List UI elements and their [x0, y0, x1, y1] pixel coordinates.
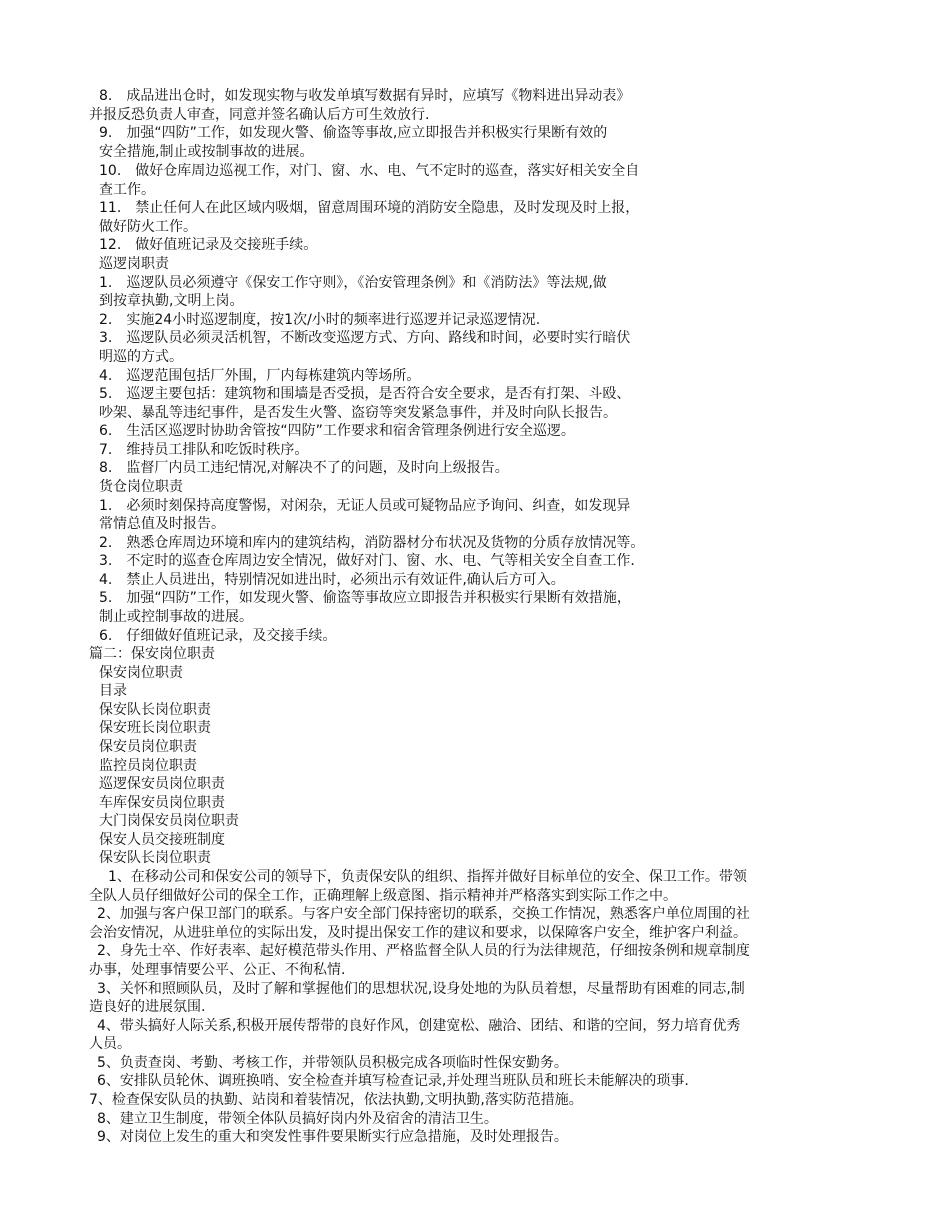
- toc-title: 目录: [99, 683, 127, 699]
- text-line: 常情总值及时报告。: [99, 516, 225, 532]
- text-line: 2、身先士卒、作好表率、起好模范带头作用、严格监督全队人员的行为法律规范，仔细按条例和规章制度: [97, 943, 750, 959]
- toc-item: 保安员岗位职责: [99, 739, 197, 755]
- text-line: 7. 维持员工排队和吃饭时秩序。: [99, 442, 309, 458]
- text-line: 8、建立卫生制度，带领全体队员搞好岗内外及宿舍的清洁卫生。: [97, 1111, 498, 1127]
- text-line: 办事，处理事情要公平、公正、不徇私情.: [89, 962, 346, 978]
- text-line: 会治安情况，从进驻单位的实际出发，及时提出保安工作的建议和要求，以保障客户安全，维护客户利益。: [89, 925, 747, 941]
- text-line: 6. 生活区巡逻时协助舍管按“四防”工作要求和宿舍管理条例进行安全巡逻。: [99, 423, 575, 439]
- text-line: 8. 监督厂内员工违纪情况,对解决不了的问题，及时向上级报告。: [99, 460, 509, 476]
- text-line: 7、检查保安队员的执勤、站岗和着装情况，依法执勤,文明执勤,落实防范措施。: [89, 1092, 583, 1108]
- text-line: 查工作。: [99, 182, 155, 198]
- text-line: 4. 禁止人员进出，特别情况如进出时，必须出示有效证件,确认后方可入。: [99, 572, 565, 588]
- section-heading: 巡逻岗职责: [99, 256, 169, 272]
- toc-item: 保安人员交接班制度: [99, 832, 225, 848]
- text-line: 3. 不定时的巡查仓库周边安全情况，做好对门、窗、水、电、气等相关安全自查工作.: [99, 553, 635, 569]
- text-line: 6. 仔细做好值班记录，及交接手续。: [99, 628, 337, 644]
- section-heading: 货仓岗位职责: [99, 479, 183, 495]
- text-line: 5. 巡逻主要包括：建筑物和围墙是否受损，是否符合安全要求，是否有打架、斗殴、: [99, 386, 631, 402]
- text-line: 5. 加强“四防”工作，如发现火警、偷盗等事故应立即报告并积极实行果断有效措施，: [99, 590, 631, 606]
- text-line: 1. 巡逻队员必须遵守《保安工作守则》，《治安管理条例》和《消防法》等法规,做: [99, 275, 607, 291]
- text-line: 4. 巡逻范围包括厂外围，厂内每栋建筑内等场所。: [99, 368, 421, 384]
- text-line: 做好防火工作。: [99, 219, 197, 235]
- text-line: 造良好的进展氛围.: [89, 999, 206, 1015]
- toc-item: 监控员岗位职责: [99, 758, 197, 774]
- text-line: 全队人员仔细做好公司的保全工作，正确理解上级意图、指示精神并严格落实到实际工作之中。: [89, 888, 677, 904]
- text-line: 4、带头搞好人际关系,积极开展传帮带的良好作风，创建宽松、融洽、团结、和谐的空间，努力培育优秀: [97, 1018, 741, 1034]
- text-line: 并报反恐负责人审查，同意并签名确认后方可生效放行.: [89, 107, 430, 123]
- chapter-heading: 篇二：保安岗位职责: [89, 646, 215, 662]
- text-line: 10. 做好仓库周边巡视工作，对门、窗、水、电、气不定时的巡查，落实好相关安全自: [99, 163, 640, 179]
- text-line: 1. 必须时刻保持高度警惕，对闲杂，无证人员或可疑物品应予询问、纠查，如发现异: [99, 498, 631, 514]
- text-line: 吵架、暴乱等违纪事件，是否发生火警、盗窃等突发紧急事件，并及时向队长报告。: [99, 405, 617, 421]
- text-line: 11. 禁止任何人在此区域内吸烟，留意周围环境的消防安全隐患，及时发现及时上报，: [99, 200, 640, 216]
- text-line: 1、在移动公司和保安公司的领导下，负责保安队的组织、指挥并做好目标单位的安全、保卫工作。带领: [108, 869, 747, 885]
- text-line: 制止或控制事故的进展。: [99, 609, 253, 625]
- text-line: 2. 熟悉仓库周边环境和库内的建筑结构，消防器材分布状况及货物的分质存放情况等。: [99, 535, 645, 551]
- toc-item: 车库保安员岗位职责: [99, 795, 225, 811]
- toc-item: 巡逻保安员岗位职责: [99, 776, 225, 792]
- text-line: 到按章执勤,文明上岗。: [99, 293, 244, 309]
- toc-item: 保安班长岗位职责: [99, 720, 211, 736]
- text-line: 安全措施,制止或按制事故的进展。: [99, 144, 314, 160]
- text-line: 9、对岗位上发生的重大和突发性事件要果断实行应急措施，及时处理报告。: [97, 1129, 568, 1145]
- text-line: 5、负责查岗、考勤、考核工作，并带领队员积极完成各项临时性保安勤务。: [97, 1055, 568, 1071]
- toc-item: 保安队长岗位职责: [99, 702, 211, 718]
- text-line: 2、加强与客户保卫部门的联系。与客户安全部门保持密切的联系，交换工作情况，熟悉客户单位周围的社: [97, 906, 750, 922]
- text-line: 3. 巡逻队员必须灵活机智，不断改变巡逻方式、方向、路线和时间，必要时实行暗伏: [99, 330, 631, 346]
- section-heading: 保安队长岗位职责: [99, 850, 211, 866]
- text-line: 9. 加强“四防”工作，如发现火警、偷盗等事故,应立即报告并积极实行果断有效的: [99, 125, 608, 141]
- text-line: 2. 实施24小时巡逻制度，按1次/小时的频率进行巡逻并记录巡逻情况.: [99, 312, 541, 328]
- text-line: 12. 做好值班记录及交接班手续。: [99, 237, 318, 253]
- text-line: 3、关怀和照顾队员，及时了解和掌握他们的思想状况,设身处地的为队员着想，尽量帮助有困难的同志,制: [97, 981, 745, 997]
- text-line: 人员。: [89, 1036, 131, 1052]
- toc-item: 大门岗保安员岗位职责: [99, 813, 239, 829]
- text-line: 6、安排队员轮休、调班换哨、安全检查并填写检查记录,并处理当班队员和班长未能解决的琐事.: [97, 1073, 689, 1089]
- text-line: 明巡的方式。: [99, 349, 183, 365]
- doc-title: 保安岗位职责: [99, 665, 183, 681]
- text-line: 8. 成品进出仓时，如发现实物与收发单填写数据有异时，应填写《物料进出异动表》: [99, 88, 631, 104]
